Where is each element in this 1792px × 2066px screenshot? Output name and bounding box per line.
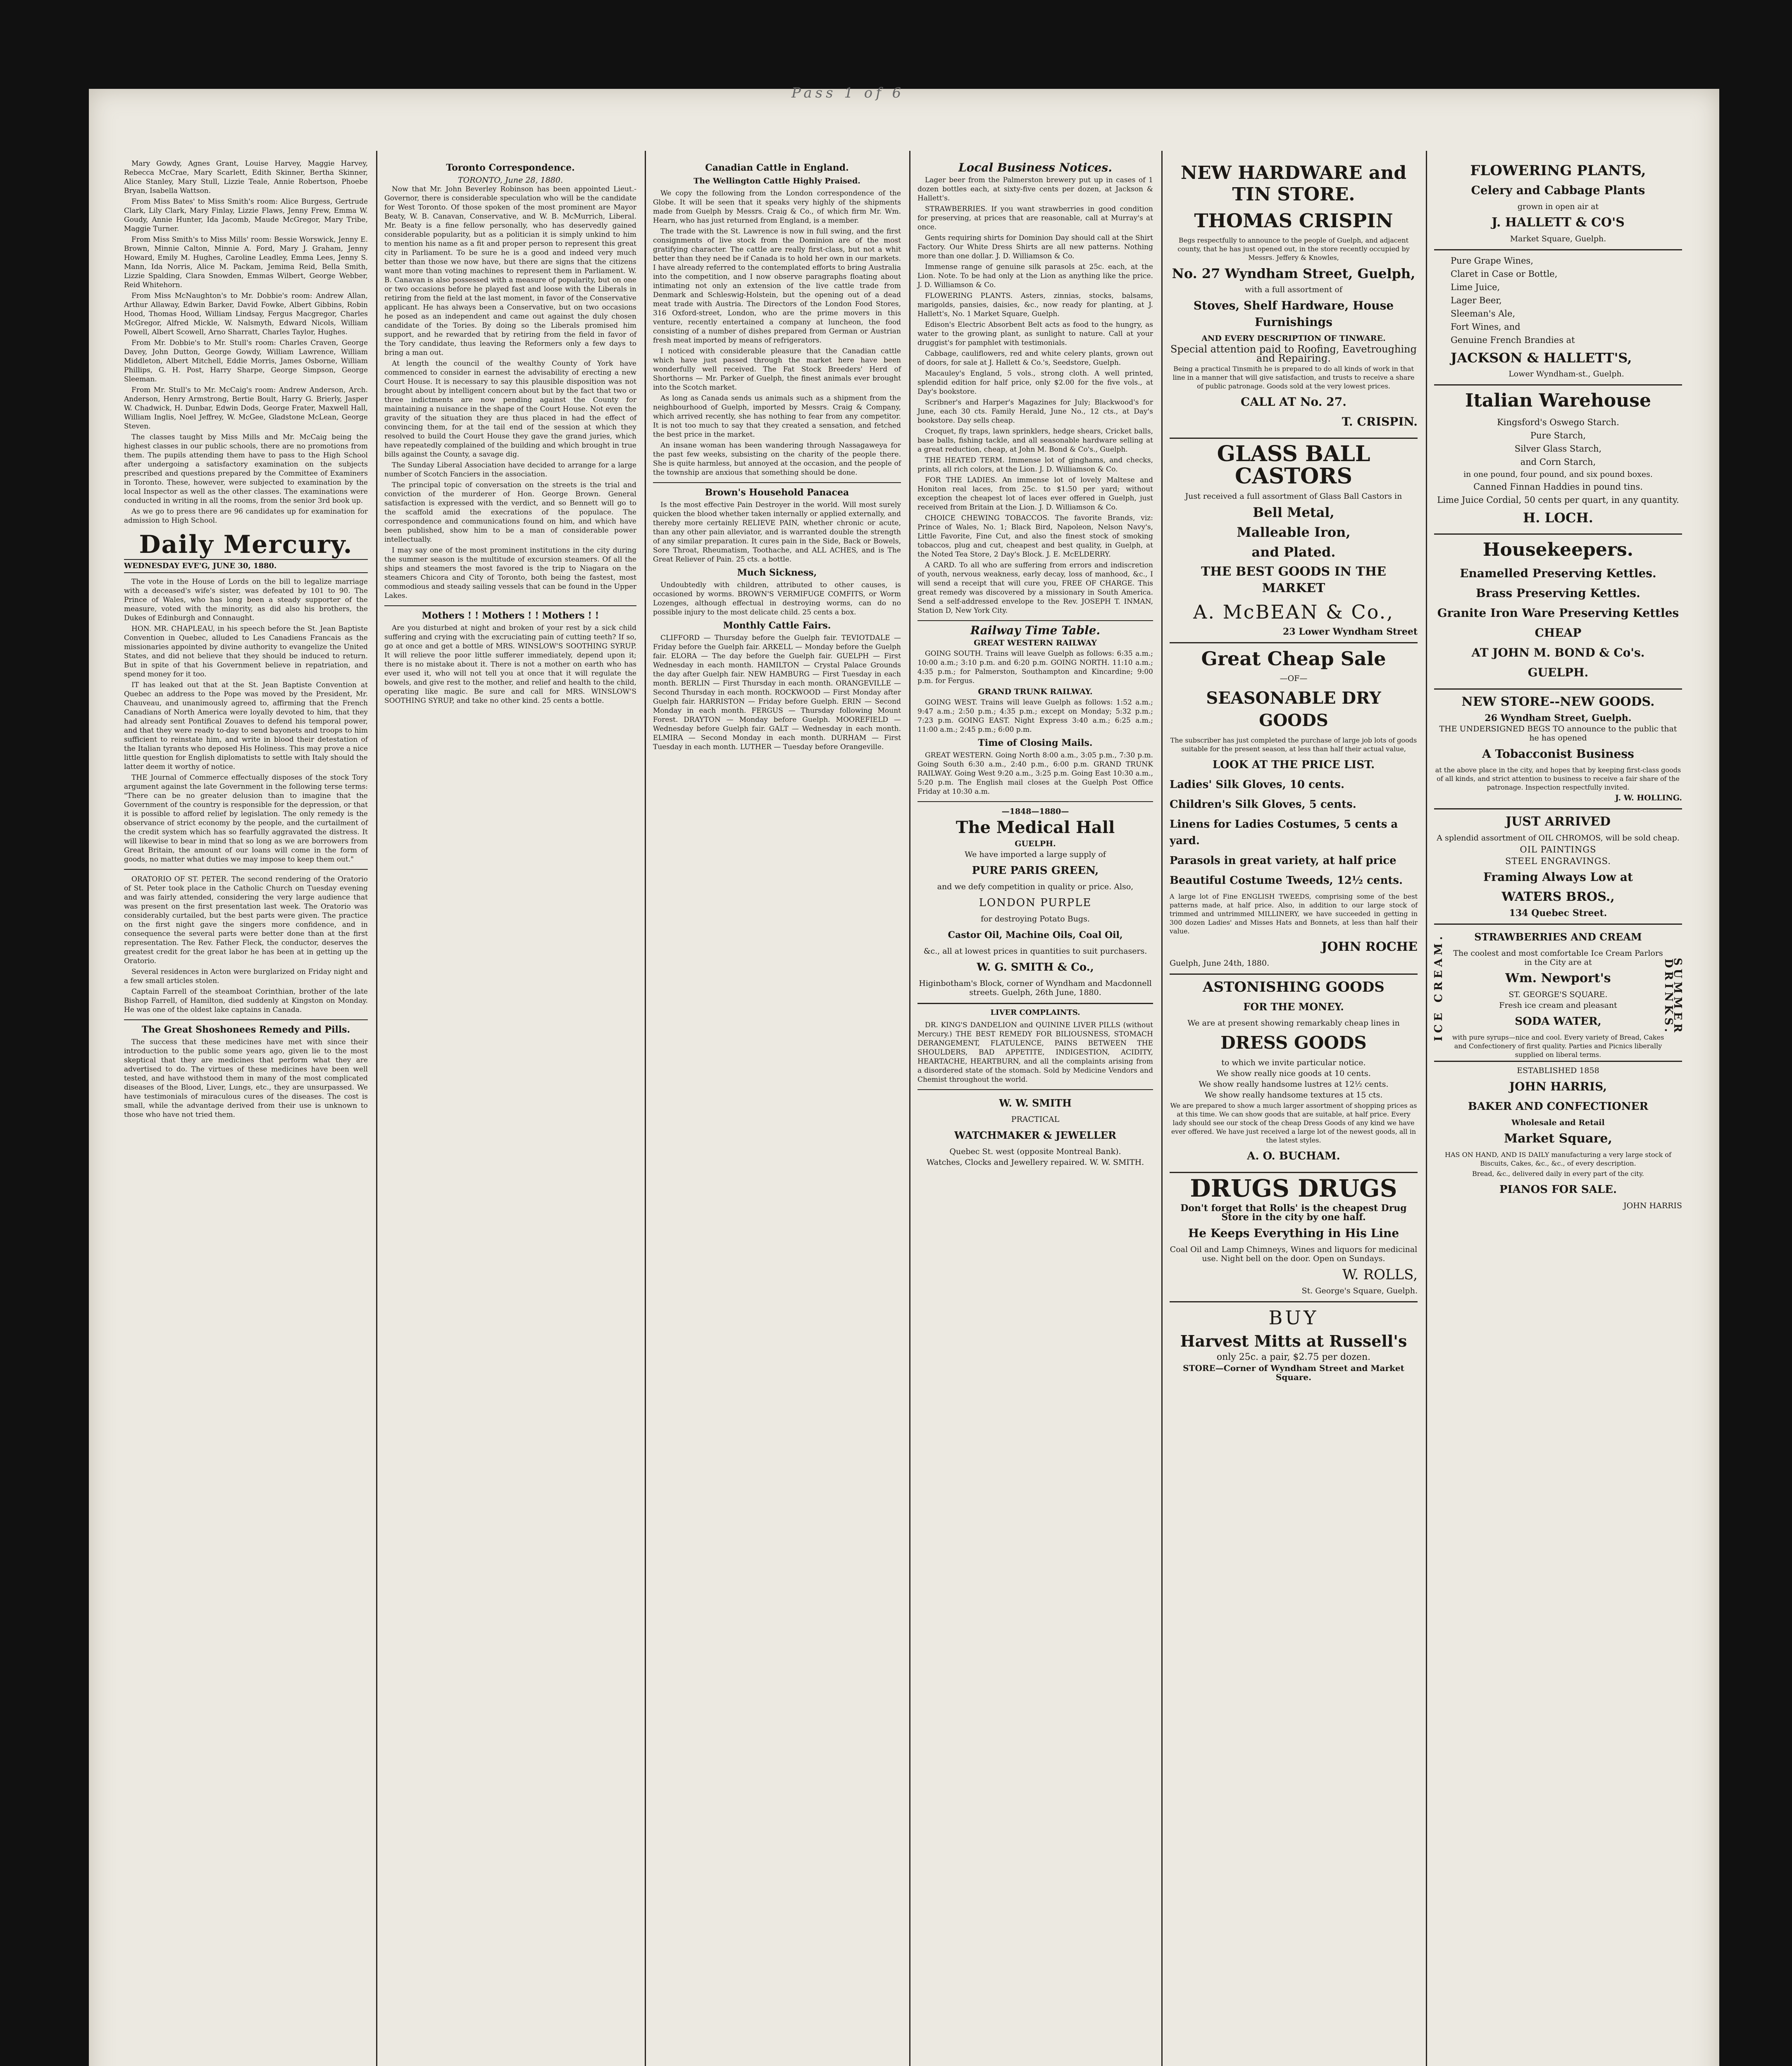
ad-title: A Tobacconist Business bbox=[1482, 747, 1634, 761]
promotion-list: From Miss Bates' to Miss Smith's room: Alice Burgess, Gertrude Clark, Lily Clark, Mary Finlay, Lizzie Flaws, Jenny Frew, Emma W. Goudy, Annie Hunter, Ida Jacomb, Maude McGregor, Mary Tribe, Maggie Turner. bbox=[124, 198, 368, 233]
ad-address: Higinbotham's Block, corner of Wyndham and Macdonnell streets. Guelph, 26th June, 1880. bbox=[919, 979, 1152, 997]
editorial-text: HON. MR. CHAPLEAU, in his speech before the St. Jean Baptiste Convention in Quebec, alluded to Les Canadiens Francais as the missionaries appointed by divine authority to evangelize the United States, and did not believe that they should be induced to return. But in spite of that his Government believe in repatriation, and spend money for it too. bbox=[124, 625, 368, 678]
ad-signature: H. LOCH. bbox=[1523, 510, 1593, 526]
ad-text: DR. KING'S DANDELION and QUININE LIVER PILLS (without Mercury.) THE BEST REMEDY FOR BILIOUSNESS, STOMACH DERANGEMENT, FLATULENCE, PAINS BETWEEN THE SHOULDERS, BAD APPETITE, INDIGESTION, ACIDITY, HEARTACHE, HEARTBURN, and all the complaints arising from a disordered state of the stomach. Sold by Medicine Vendors and Chemist throughout the world. bbox=[917, 1021, 1153, 1084]
notice: Edison's Electric Absorbent Belt acts as food to the hungry, as water to the growing plant, as sunlight to nature. Call at your druggist's for pamphlet with testimonials. bbox=[917, 321, 1153, 347]
notice: Lager beer from the Palmerston brewery put up in cases of 1 dozen bottles each, at sixty-five cents per dozen, at Jackson & Hallett's. bbox=[917, 176, 1153, 202]
price-item: Parasols in great variety, at half price bbox=[1170, 854, 1396, 867]
hallett-ad bbox=[1434, 162, 1682, 250]
column-rule bbox=[1426, 151, 1427, 2066]
ad-text: Special attention paid to Roofing, Eavetroughing and Repairing. bbox=[1170, 343, 1417, 364]
price-item: Ladies' Silk Gloves, 10 cents. bbox=[1170, 778, 1344, 791]
ad-product: DRESS GOODS bbox=[1220, 1033, 1367, 1053]
ad-merchant: J. HALLETT & CO'S bbox=[1492, 215, 1625, 230]
notice: Macauley's England, 5 vols., strong cloth. A well printed, splendid edition for half price, only $2.00 for the five vols., at Day's bookstore. bbox=[917, 369, 1153, 396]
ad-text: The coolest and most comfortable Ice Cream Parlors in the City are at bbox=[1453, 949, 1663, 967]
column-rule bbox=[376, 151, 377, 2066]
article-text: At length the council of the wealthy County of York have commenced to consider in earnest the advisability of erecting a new Court House. It is necessary to say this plausible disposition was not brought about by intelligent concern about but by the fact that two or three indictments are now pending against the County for maintaining a nuisance in the shape of the Court House. Not even the gravity of the situation they are thus placed in had the effect of convincing them, for at the tail end of the session at which they resolved to build the Court House they gave the grand juries, which have repeatedly complained of the building and which brought in true bills against the County, a savage dig. bbox=[384, 359, 636, 459]
ad-text: Watches, Clocks and Jewellery repaired. W. W. SMITH. bbox=[926, 1158, 1144, 1167]
ad-product: Granite Iron Ware Preserving Kettles bbox=[1437, 606, 1679, 620]
railway-name: GRAND TRUNK RAILWAY. bbox=[978, 687, 1093, 696]
ad-text: Don't forget that Rolls' is the cheapest Drug Store in the city by one half. bbox=[1180, 1203, 1407, 1223]
ad-signature: JOHN HARRIS bbox=[1623, 1201, 1682, 1210]
ad-title: Great Cheap Sale bbox=[1201, 647, 1386, 670]
ad-signature: T. CRISPIN. bbox=[1342, 415, 1418, 428]
article-heading: Brown's Household Panacea bbox=[705, 487, 849, 498]
article-text: Several residences in Acton were burglarized on Friday night and a few small articles stolen. bbox=[124, 968, 368, 985]
ad-text: ESTABLISHED 1858 bbox=[1517, 1066, 1599, 1075]
ad-title: STRAWBERRIES AND CREAM bbox=[1474, 931, 1642, 943]
notice: Cabbage, cauliflowers, red and white celery plants, grown out of doors, for sale at J. Hallett & Co.'s, Seedstore, Guelph. bbox=[917, 350, 1153, 367]
ad-title: BUY bbox=[1268, 1307, 1319, 1329]
ad-product: SODA WATER, bbox=[1515, 1015, 1601, 1028]
ad-title: Housekeepers. bbox=[1482, 539, 1634, 560]
ad-address: Market Square, bbox=[1504, 1131, 1612, 1146]
ad-product: PURE PARIS GREEN, bbox=[972, 864, 1099, 877]
crispin-ad bbox=[1170, 162, 1418, 439]
divider bbox=[653, 482, 901, 483]
ad-title: Harvest Mitts at Russell's bbox=[1180, 1332, 1407, 1350]
article-text: The success that these medicines have met with since their introduction to the public some years ago, given lie to the most skeptical that they are medicines that perform what they are advertised to do. The virtues of these medicines have been well tested, and have withstood them in many of the most complicated diseases of the Blood, Liver, Lungs, etc., they are unsurpassed. We have testimonials of miraculous cures of the diseases. The cost is small, while the advantage derived from their use is unknown to those who have not tried them. bbox=[124, 1038, 368, 1119]
ad-merchant: JACKSON & HALLETT'S, bbox=[1451, 350, 1632, 366]
holling-ad bbox=[1434, 694, 1682, 809]
article-text: The Sunday Liberal Association have decided to arrange for a large number of Scotch Fanciers in the association. bbox=[384, 461, 636, 478]
promotion-list: From Mr. Dobbie's to Mr. Stull's room: Charles Craven, George Davey, John Dutton, George Gowdy, William Lawrence, William Middleton, Albert Mitchell, Eddie Morris, James Osborne, William Phillips, G. H. Post, Harry Sharpe, George Simpson, George Sleeman. bbox=[124, 339, 368, 383]
ad-place: GUELPH. bbox=[1527, 666, 1589, 679]
article-heading: The Great Shoshonees Remedy and Pills. bbox=[141, 1024, 350, 1035]
railway-name: GREAT WESTERN RAILWAY bbox=[974, 638, 1097, 647]
ad-merchant: W. W. SMITH bbox=[999, 1097, 1072, 1109]
article-text: The classes taught by Miss Mills and Mr. McCaig being the highest classes in our public schools, there are no promotions from them. The pupils attending them have to pass to the High School after undergoing a satisfactory examination on the subjects prescribed and questions prepared by the Committee of Examiners in Toronto. These, however, were subjected to examination by the local Inspector as well as the other classes. The examinations were conducted in writing in all the rooms, from the senior 3rd book up. bbox=[124, 433, 368, 505]
article-text: We copy the following from the London correspondence of the Globe. It will be seen that it speaks very highly of the shipments made from Guelph by Messrs. Craig & Co., of which firm Mr. Wm. Hearn, who has just returned from England, is a member. bbox=[653, 189, 901, 225]
column-4 bbox=[917, 159, 1153, 2066]
ad-text: Being a practical Tinsmith he is prepared to do all kinds of work in that line in a manner that will give satisfaction, and trusts to receive a share of public patronage. Goods sold at the very lowest prices. bbox=[1172, 365, 1415, 390]
ad-line: Pure Starch, bbox=[1530, 431, 1586, 440]
ad-merchant: Wm. Newport's bbox=[1505, 971, 1611, 985]
notice: Gents requiring shirts for Dominion Day should call at the Shirt Factory. Our White Dress Shirts are all new patterns. Nothing more than one dollar. J. D. Williamson & Co. bbox=[917, 234, 1153, 260]
editorial-text: The vote in the House of Lords on the bill to legalize marriage with a deceased's wife's sister, was defeated by 101 to 90. The Prince of Wales, who has long been a steady supporter of the measure, voted with the minority, as did also his brothers, the Dukes of Edinburgh and Connaught. bbox=[124, 578, 368, 622]
article-text: Now that Mr. John Beverley Robinson has been appointed Lieut.-Governor, there is considerable speculation who will be the candidate for West Toronto. Of those spoken of the most prominent are Mayor Beaty, W. B. Canavan, Conservative, and W. B. McMurrich, Liberal. Mr. Beaty is a fine fellow personally, who has deservedly gained considerable popularity, but as a politician it is simply unkind to him to mention his name as a fit and proper person to represent this great city in Parliament. To be sure he is a good and indeed very much better than those we now have, but there are signs that the citizens want more than voting machines to represent them in Parliament. W. B. Canavan is also possessed with a measure of popularity, but on one or two occasions before he played fast and loose with the Liberals in retiring from the field at the last moment, in favor of the Conservative applicant. He has always been a Conservative, but on two occasions he posed as an independent and came out against the duly chosen candidate of the Tories. By doing so the Liberals promised him support, and he rewarded that by retiring from the field in favor of the Tory candidate, thus leaving the Reformers only a few days to bring a man out. bbox=[384, 185, 636, 357]
ad-text: The subscriber has just completed the purchase of large job lots of goods suitable for the present season, at less than half their actual value, bbox=[1170, 736, 1417, 753]
ad-text: only 25c. a pair, $2.75 per dozen. bbox=[1216, 1352, 1371, 1362]
ad-text: Bread, &c., delivered daily in every part of the city. bbox=[1472, 1170, 1644, 1178]
price-item: We show really handsome textures at 15 cts. bbox=[1204, 1090, 1383, 1100]
ad-title: The Medical Hall bbox=[956, 818, 1115, 837]
article-heading: Mothers ! ! Mothers ! ! Mothers ! ! bbox=[422, 610, 599, 621]
column-3 bbox=[653, 159, 901, 2066]
ad-product: Bell Metal, bbox=[1253, 505, 1334, 520]
ad-merchant: A. McBEAN & Co., bbox=[1193, 601, 1394, 623]
article-text: The principal topic of conversation on the streets is the trial and conviction of the murderer of Hon. George Brown. General satisfaction is expressed with the verdict, and so Bennett will go to the scaffold amid the execrations of the populace. The correspondence and communications found on him, and which have been published, show him to be a man of considerable power intellectually. bbox=[384, 481, 636, 544]
ad-merchant: JOHN HARRIS, bbox=[1509, 1080, 1607, 1093]
notice: STRAWBERRIES. If you want strawberries in good condition for preserving, at prices that are reasonable, call at Murray's at once. bbox=[917, 205, 1153, 231]
ad-product: LONDON PURPLE bbox=[979, 897, 1092, 909]
ad-line: Lime Juice Cordial, 50 cents per quart, in any quantity. bbox=[1437, 495, 1679, 505]
ad-line: Canned Finnan Haddies in pound tins. bbox=[1473, 482, 1643, 492]
column-6 bbox=[1434, 159, 1682, 2066]
ad-heading: LIVER COMPLAINTS. bbox=[990, 1008, 1080, 1017]
ad-merchant: AT JOHN M. BOND & Co's. bbox=[1471, 646, 1645, 659]
ad-text: at the above place in the city, and hopes that by keeping first-class goods of all kinds, and strict attention to business to receive a fair share of the patronage. Inspection respectfully invited. bbox=[1435, 766, 1681, 791]
masthead: Daily Mercury. bbox=[139, 530, 353, 559]
vertical-ad-text: SUMMER DRINKS. bbox=[1662, 958, 1684, 1036]
ad-address: 134 Quebec Street. bbox=[1509, 908, 1607, 919]
ad-text: grown in open air at bbox=[1517, 202, 1599, 211]
ad-line: Genuine French Brandies at bbox=[1451, 335, 1575, 345]
fairs-list: CLIFFORD — Thursday before the Guelph fair. TEVIOTDALE — Friday before the Guelph fair. ARKELL — Monday before the Guelph fair. ELORA — The day before the Guelph fair. GUELPH — First Wednesday in each month. HAMILTON — Crystal Palace Grounds the day after Guelph fair. NEW HAMBURG — First Tuesday in each month. BERLIN — First Thursday in each month. ORANGEVILLE — Second Thursday in each month. ROCKWOOD — First Monday after Guelph fair. HARRISTON — Friday before Guelph. ERIN — Second Monday in each month. FERGUS — Thursday following Mount Forest. DRAYTON — Monday before Guelph. MOOREFIELD — Wednesday before Guelph fair. GALT — Wednesday in each month. ELMIRA — Second Monday in each month. DURHAM — First Tuesday in each month. LUTHER — Tuesday before Orangeville. bbox=[653, 634, 901, 751]
ad-address: Lower Wyndham-st., Guelph. bbox=[1508, 369, 1624, 378]
ad-line: Lime Juice, bbox=[1451, 282, 1500, 292]
ad-merchant: THOMAS CRISPIN bbox=[1194, 209, 1393, 232]
ad-text: Fresh ice cream and pleasant bbox=[1499, 1001, 1617, 1010]
price-item: We show really handsome lustres at 12½ cents. bbox=[1199, 1080, 1389, 1089]
editorial-text: THE Journal of Commerce effectually disposes of the stock Tory argument against the late Government in the following terse terms: "There can be no greater delusion than to imagine that the Government of the country is responsible for the depression, or that it is possible to afford relief by legislation. The only remedy is the observance of strict economy by the people, and the curtailment of the credit system which has so fearfully aggravated the distress. It will likewise to bear in mind that so long as we are borrowers from Great Britain, the amount of our loans will come in the form of goods, no matter what duties we may impose to keep them out." bbox=[124, 774, 368, 864]
notice: A CARD. To all who are suffering from errors and indiscretion of youth, nervous weakness, early decay, loss of manhood, &c., I will send a receipt that will cure you, FREE OF CHARGE. This great remedy was discovered by a missionary in South America. Send a self-addressed envelope to the Rev. JOSEPH T. INMAN, Station D, New York City. bbox=[917, 561, 1153, 615]
ad-text: HAS ON HAND, AND IS DAILY manufacturing a very large stock of Biscuits, Cakes, &c., &c., of every description. bbox=[1445, 1151, 1671, 1167]
newport-ad bbox=[1434, 929, 1682, 1062]
ad-signature: JOHN ROCHE bbox=[1321, 940, 1418, 954]
divider bbox=[917, 620, 1153, 621]
ad-merchant: WATERS BROS., bbox=[1501, 890, 1615, 904]
ad-title: NEW STORE--NEW GOODS. bbox=[1461, 695, 1655, 709]
notice: CHOICE CHEWING TOBACCOS. The favorite Brands, viz: Prince of Wales, No. 1; Black Bird, Napoleon, Nelson Navy's, Little Favorite, Fine Cut, and also the finest stock of smoking tobaccos, plug and cut, cheapest and best quality, in Guelph, at the Noted Tea Store, 2 Day's Block. J. E. McELDERRY. bbox=[917, 514, 1153, 559]
ad-product: Brass Preserving Kettles. bbox=[1476, 586, 1640, 600]
section-heading: Time of Closing Mails. bbox=[978, 738, 1093, 748]
ad-title: NEW HARDWARE and TIN STORE. bbox=[1180, 162, 1407, 205]
ad-text: Coal Oil and Lamp Chimneys, Wines and liquors for medicinal use. Night bell on the door. Open on Sundays. bbox=[1170, 1245, 1418, 1263]
ad-text: Just received a full assortment of Glass Ball Castors in bbox=[1185, 492, 1402, 501]
ad-callout: CHEAP bbox=[1535, 626, 1582, 640]
ad-product: Malleable Iron, bbox=[1237, 524, 1351, 540]
article-text: As long as Canada sends us animals such as a shipment from the neighbourhood of Guelph, imported by Messrs. Craig & Company, which arrived recently, she has nothing to fear from any competitor. It is not too much to say that they created a sensation, and fetched the best price in the market. bbox=[653, 394, 901, 439]
ad-years: —1848—1880— bbox=[1001, 807, 1069, 816]
roche-ad bbox=[1170, 647, 1418, 975]
ad-text: THE UNDERSIGNED BEGS TO announce to the public that he has opened bbox=[1439, 724, 1677, 743]
divider bbox=[384, 605, 636, 606]
ad-address: Market Square, Guelph. bbox=[1510, 234, 1606, 243]
ad-address: 23 Lower Wyndham Street bbox=[1283, 626, 1418, 637]
ad-line: Sleeman's Ale, bbox=[1451, 309, 1516, 319]
issue-date: WEDNESDAY EVE'G, JUNE 30, 1880. bbox=[124, 559, 368, 573]
ad-line: Silver Glass Starch, bbox=[1514, 444, 1602, 454]
ad-text: Begs respectfully to announce to the people of Guelph, and adjacent county, that he has just opened out, in the store recently occupied by Messrs. Jeffery & Knowles, bbox=[1177, 236, 1410, 262]
ad-title: JUST ARRIVED bbox=[1505, 814, 1611, 829]
ad-product: PIANOS FOR SALE. bbox=[1499, 1183, 1617, 1196]
article-heading: Canadian Cattle in England. bbox=[705, 162, 849, 173]
ad-line: and Corn Starch, bbox=[1520, 457, 1596, 467]
ad-title: ASTONISHING GOODS bbox=[1203, 979, 1385, 995]
column-rule bbox=[1161, 151, 1163, 2066]
ad-text: and we defy competition in quality or price. Also, bbox=[937, 882, 1134, 891]
article-text: I noticed with considerable pleasure that the Canadian cattle which have just passed through the market here have been wonderfully well received. The Fat Stock Breeders' Herd of Shorthorns — Mr. Parker of Guelph, the finest animals ever brought into the Scotch market. bbox=[653, 347, 901, 392]
ad-address: 26 Wyndham Street, Guelph. bbox=[1485, 713, 1632, 724]
article-dateline: TORONTO, June 28, 1880. bbox=[458, 176, 563, 185]
price-item: We show really nice goods at 10 cents. bbox=[1216, 1069, 1371, 1078]
ad-title: SEASONABLE DRY GOODS bbox=[1206, 688, 1381, 730]
ad-address: Quebec St. west (opposite Montreal Bank). bbox=[949, 1147, 1121, 1156]
article-text: I may say one of the most prominent institutions in the city during the summer season is the multitude of excursion steamers. Of all the ships and steamers the most favored is the trip to Niagara on the steamers Chicora and City of Toronto, both being the fastest, most commodious and steady sailing vessels that can be found in the Upper Lakes. bbox=[384, 546, 636, 600]
notice: Immense range of genuine silk parasols at 25c. each, at the Lion. Note. To be had only at the Lion as anything like the price. J. D. Williamson & Co. bbox=[917, 263, 1153, 289]
ad-line: Lager Beer, bbox=[1451, 295, 1502, 305]
mcbean-ad bbox=[1170, 443, 1418, 643]
notice: FOR THE LADIES. An immense lot of lovely Maltese and Honiton real laces, from 25c. to $1.50 per yard; without exception the cheapest lot of laces ever offered in Guelph, just received from Britain at the Lion. J. D. Williamson & Co. bbox=[917, 476, 1153, 512]
promotion-list: From Miss McNaughton's to Mr. Dobbie's room: Andrew Allan, Arthur Allaway, Edwin Barker, David Fowke, Albert Gibbins, Robin Hood, Thomas Hood, William Lindsay, Fergus Macgregor, Charles McGregor, Alfred Mickle, W. Nalsmyth, Edward Nicols, William Powell, Albert Scowell, Arno Sharratt, Charles Taylor, Hughes. bbox=[124, 292, 368, 336]
ad-line: Fort Wines, and bbox=[1451, 322, 1520, 332]
top-handwriting: Pass 1 of 6 bbox=[791, 85, 905, 101]
ad-text: A large lot of Fine ENGLISH TWEEDS, comprising some of the best patterns made, at half price. Also, in addition to our large stock of trimmed and untrimmed MILLINERY, we have succeeded in getting in 300 dozen Ladies' and Misses Hats and Bonnets, at less than half their value. bbox=[1170, 893, 1418, 935]
ad-address: No. 27 Wyndham Street, Guelph, bbox=[1172, 266, 1415, 281]
column-1 bbox=[124, 159, 368, 2066]
rolls-ad bbox=[1170, 1174, 1418, 1302]
ad-product: Castor Oil, Machine Oils, Coal Oil, bbox=[948, 930, 1123, 940]
promotion-list: From Miss Smith's to Miss Mills' room: Bessie Worswick, Jenny E. Brown, Minnie Calton, Minnie A. Ford, Mary J. Graham, Jenny Howard, Emily M. Hughes, Caroline Leadley, Emma Lees, Jenny S. Mann, Ida Norris, Alice M. Packam, Jemima Reid, Bella Smith, Lizzie Spalding, Clara Snowden, Emmas Wilbert, George Webber, Reid Whitehorn. bbox=[124, 236, 368, 289]
bucham-ad bbox=[1170, 979, 1418, 1173]
editorial-text: IT has leaked out that at the St. Jean Baptiste Convention at Quebec an address to the Pope was moved by the President, Mr. Chauveau, and unanimously agreed to, affirming that the French Canadians of North America were loyally devoted to him, that they had already sent Pontifical Zouaves to defend his temporal power, and that they were ready to-day to send bayonets and troops to him sufficient to reinstate him, and write in blood their detestation of the Italian tyrants who deposed His Holiness. This may prove a nice little question for English diplomatists to settle with Italy should the latter deem it worthy of notice. bbox=[124, 681, 368, 771]
ad-text: We are prepared to show a much larger assortment of shopping prices as at this time. We can show goods that are suitable, at half price. Every lady should see our stock of the cheap Dress Goods of any kind we have ever offered. We have just received a large lot of the newest goods, all in the latest styles. bbox=[1170, 1102, 1417, 1144]
column-2 bbox=[384, 159, 636, 2066]
ad-signature: W. ROLLS, bbox=[1342, 1266, 1418, 1283]
ad-text: &c., all at lowest prices in quantities to suit purchasers. bbox=[923, 947, 1147, 956]
ad-address: St. George's Square, Guelph. bbox=[1301, 1286, 1418, 1295]
article-heading: Toronto Correspondence. bbox=[446, 162, 575, 173]
ad-text: We are at present showing remarkably cheap lines in bbox=[1187, 1019, 1400, 1028]
ad-text: for destroying Potato Bugs. bbox=[981, 914, 1090, 924]
timetable: GOING WEST. Trains will leave Guelph as follows: 1:52 a.m.; 9:47 a.m.; 2:50 p.m.; 4:35 p.m.; except on Monday; 5:32 p.m.; 7:23 p.m. GOING EAST. Night Express 3:40 a.m.; 6:25 a.m.; 11:00 a.m.; 2:45 p.m.; 6:00 p.m. bbox=[917, 698, 1153, 734]
ad-text: A splendid assortment of OIL CHROMOS, will be sold cheap. bbox=[1437, 833, 1680, 843]
notice: Croquet, fly traps, lawn sprinklers, hedge shears, Cricket balls, base balls, fishing tackle, and all seasonable hardware selling at a great reduction, cheap, at John M. Bond & Co's., Guelph. bbox=[917, 427, 1153, 454]
ad-text: to which we invite particular notice. bbox=[1221, 1058, 1366, 1067]
ad-text: —OF— bbox=[1280, 674, 1308, 683]
price-item: Children's Silk Gloves, 5 cents. bbox=[1170, 798, 1356, 811]
medical-hall-ad bbox=[917, 807, 1153, 1004]
ad-product: STEEL ENGRAVINGS. bbox=[1505, 856, 1611, 866]
timetable: GREAT WESTERN. Going North 8:00 a.m., 3:05 p.m., 7:30 p.m. Going South 6:30 a.m., 2:40 p.m., 6:00 p.m. GRAND TRUNK RAILWAY. Going West 9:20 a.m., 3:25 p.m. Going East 10:30 a.m., 5:20 p.m. The English mail closes at the Guelph Post Office Friday at 10:30 a.m. bbox=[917, 751, 1153, 796]
ad-line: Claret in Case or Bottle, bbox=[1451, 269, 1558, 279]
ad-title: Italian Warehouse bbox=[1465, 390, 1651, 411]
ad-merchant: W. G. SMITH & Co., bbox=[977, 961, 1094, 973]
divider bbox=[917, 801, 1153, 802]
article-heading: Monthly Cattle Fairs. bbox=[723, 620, 831, 631]
ad-line: Kingsford's Oswego Starch. bbox=[1497, 417, 1619, 427]
column-rule bbox=[645, 151, 646, 2066]
ad-text: PRACTICAL bbox=[1011, 1115, 1060, 1124]
loch-ad bbox=[1434, 390, 1682, 535]
article-text: An insane woman has been wandering through Nassagaweya for the past few weeks, subsisting on the charity of the people there. She is quite harmless, but annoyed at the occasion, and the people of the township are anxious that something should be done. bbox=[653, 441, 901, 477]
ad-text: with a full assortment of bbox=[1245, 285, 1342, 294]
column-rule bbox=[909, 151, 910, 2066]
ad-callout: THE BEST GOODS IN THE MARKET bbox=[1201, 564, 1387, 595]
ad-title: GLASS BALL CASTORS bbox=[1217, 441, 1370, 489]
column-5 bbox=[1170, 159, 1418, 2066]
article-text: The trade with the St. Lawrence is now in full swing, and the first consignments of live stock from the Dominion are of the most gratifying character. The cattle are really first-class, but not a whit better than they need be if Canada is to hold her own in our markets. I have already referred to the contemplated efforts to bring Australia into the competition, and I now observe paragraphs floating about intimating not only an extension of the live cattle trade from Denmark and Schleswig-Holstein, but the opening out of a dead meat trade with Austria. The Directors of the London Food Stores, 316 Oxford-street, London, who are the prime movers in this venture, recently entertained a company at luncheon, the food consisting of a number of dishes prepared from German or Austrian fresh meat imported by means of refrigerators. bbox=[653, 227, 901, 345]
ad-callout: Framing Always Low at bbox=[1483, 870, 1633, 884]
ad-text: Wholesale and Retail bbox=[1511, 1118, 1605, 1127]
ad-product: OIL PAINTINGS bbox=[1520, 845, 1597, 854]
ad-title: FLOWERING PLANTS, bbox=[1470, 162, 1646, 179]
ad-title: WATCHMAKER & JEWELLER bbox=[954, 1129, 1116, 1141]
article-text: Undoubtedly with children, attributed to other causes, is occasioned by worms. BROWN'S VERMIFUGE COMFITS, or Worm Lozenges, although effectual in destroying worms, can do no possible injury to the most delicate child. 25 cents a box. bbox=[653, 581, 901, 616]
article-text: As we go to press there are 96 candidates up for examination for admission to High School. bbox=[124, 507, 368, 525]
article-text: ORATORIO OF ST. PETER. The second rendering of the Oratorio of St. Peter took place in the Catholic Church on Tuesday evening and was fairly attended, considering the very large audience that was present on the first presentation last week. The Oratorio was considerably curtailed, but the best parts were given. The practice on the first night gave the singers more confidence, and in consequence the several parts were better done than at the first representation. The Rev. Father Fleck, the conductor, deserves the greatest credit for the great labor he has been at in getting up the Oratorio. bbox=[124, 875, 368, 965]
ad-address: STORE—Corner of Wyndham Street and Market Square. bbox=[1183, 1363, 1404, 1382]
waters-ad bbox=[1434, 814, 1682, 925]
ad-place: GUELPH. bbox=[1015, 839, 1056, 848]
russell-ad bbox=[1170, 1307, 1418, 1382]
promotion-list: Mary Gowdy, Agnes Grant, Louise Harvey, Maggie Harvey, Rebecca McCrae, Mary Scarlett, Edith Skinner, Bertha Skinner, Alice Stanley, Mary Stull, Lizzie Teale, Annie Robertson, Phoebe Bryan, Isabella Wattson. bbox=[124, 159, 368, 195]
harris-ad bbox=[1434, 1066, 1682, 1210]
price-item: Linens for Ladies Costumes, 5 cents a yard. bbox=[1170, 818, 1398, 847]
ad-date: Guelph, June 24th, 1880. bbox=[1170, 959, 1270, 968]
ad-product: Enamelled Preserving Kettles. bbox=[1460, 566, 1656, 580]
article-heading: Much Sickness, bbox=[737, 567, 817, 578]
divider bbox=[124, 1019, 368, 1020]
vertical-ad-text: ICE CREAM. bbox=[1432, 933, 1445, 1041]
bond-ad bbox=[1434, 539, 1682, 690]
ad-title: Celery and Cabbage Plants bbox=[1471, 183, 1645, 197]
section-heading: Local Business Notices. bbox=[958, 161, 1113, 174]
ad-callout: CALL AT No. 27. bbox=[1241, 395, 1346, 409]
ad-title: FOR THE MONEY. bbox=[1243, 1001, 1344, 1013]
ad-title: BAKER AND CONFECTIONER bbox=[1468, 1100, 1649, 1113]
ad-signature: A. O. BUCHAM. bbox=[1247, 1150, 1340, 1162]
ad-title: DRUGS DRUGS bbox=[1190, 1174, 1397, 1202]
ad-signature: J. W. HOLLING. bbox=[1615, 793, 1682, 802]
timetable: GOING SOUTH. Trains will leave Guelph as follows: 6:35 a.m.; 10:00 a.m.; 3:10 p.m. and 6:20 p.m. GOING NORTH. 11:10 a.m.; 4:35 p.m.; for Palmerston, Southampton and Kincardine; 9:00 p.m. for Fergus. bbox=[917, 650, 1153, 685]
jackson-hallett-ad bbox=[1434, 255, 1682, 386]
article-text: Are you disturbed at night and broken of your rest by a sick child suffering and crying with the excruciating pain of cutting teeth? If so, go at once and get a bottle of MRS. WINSLOW'S SOOTHING SYRUP. It will relieve the poor little sufferer immediately, depend upon it; there is no mistake about it. There is not a mother on earth who has ever used it, who will not tell you at once that it will regulate the bowels, and give rest to the mother, and relief and health to the child, operating like magic. Be sure and call for MRS. WINSLOW'S SOOTHING SYRUP, and take no other kind. 25 cents a bottle. bbox=[384, 624, 636, 705]
ad-text: We have imported a large supply of bbox=[965, 850, 1106, 859]
ad-text: with pure syrups—nice and cool. Every variety of Bread, Cakes and Confectionery of first quality. Parties and Picnics liberally supplied on liberal terms. bbox=[1452, 1033, 1664, 1059]
ad-product: Stoves, Shelf Hardware, House Furnishings bbox=[1193, 299, 1394, 329]
ad-address: ST. GEORGE'S SQUARE. bbox=[1508, 990, 1608, 999]
divider bbox=[917, 1089, 1153, 1090]
notice: FLOWERING PLANTS. Asters, zinnias, stocks, balsams, marigolds, pansies, daisies, &c., now ready for planting, at J. Hallett's, No. 1 Market Square, Guelph. bbox=[917, 292, 1153, 318]
ad-text: in one pound, four pound, and six pound boxes. bbox=[1463, 470, 1653, 479]
section-heading: Railway Time Table. bbox=[970, 624, 1101, 637]
ad-line: Pure Grape Wines, bbox=[1451, 256, 1534, 266]
price-item: Beautiful Costume Tweeds, 12½ cents. bbox=[1170, 874, 1403, 887]
ad-callout: He Keeps Everything in His Line bbox=[1188, 1226, 1399, 1240]
newspaper-page bbox=[89, 85, 1719, 2066]
promotion-list: From Mr. Stull's to Mr. McCaig's room: Andrew Anderson, Arch. Anderson, Henry Armstrong, Bertie Boult, Harry G. Brierly, Jasper W. Chadwick, H. Dunbar, Edwin Dods, George Frater, Maxwell Hall, William Inglis, Noel Jeffrey, W. McGee, Gladstone McLean, George Steven. bbox=[124, 386, 368, 431]
ad-text: AND EVERY DESCRIPTION OF TINWARE. bbox=[1201, 334, 1386, 343]
divider bbox=[124, 869, 368, 870]
ad-callout: LOOK AT THE PRICE LIST. bbox=[1212, 759, 1375, 771]
notice: Scribner's and Harper's Magazines for July; Blackwood's for June, each 30 cts. Family Herald, June No., 12 cts., at Day's bookstore. Day sells cheap. bbox=[917, 398, 1153, 425]
ad-product: and Plated. bbox=[1251, 544, 1336, 560]
article-text: Is the most effective Pain Destroyer in the world. Will most surely quicken the blood whether taken internally or applied externally, and thereby more certainly RELIEVE PAIN, whether chronic or acute, than any other pain alleviator, and is warranted double the strength of any similar preparation. It cures pain in the Side, Back or Bowels, Sore Throat, Rheumatism, Toothache, and ALL ACHES, and is The Great Reliever of Pain. 25 cts. a bottle. bbox=[653, 501, 901, 564]
article-subheading: The Wellington Cattle Highly Praised. bbox=[693, 176, 860, 186]
notice: THE HEATED TERM. Immense lot of ginghams, and checks, prints, all rich colors, at the Lion. J. D. Williamson & Co. bbox=[917, 456, 1153, 474]
article-text: Captain Farrell of the steamboat Corinthian, brother of the late Bishop Farrell, of Hamilton, died suddenly at Kingston on Monday. He was one of the oldest lake captains in Canada. bbox=[124, 988, 368, 1014]
